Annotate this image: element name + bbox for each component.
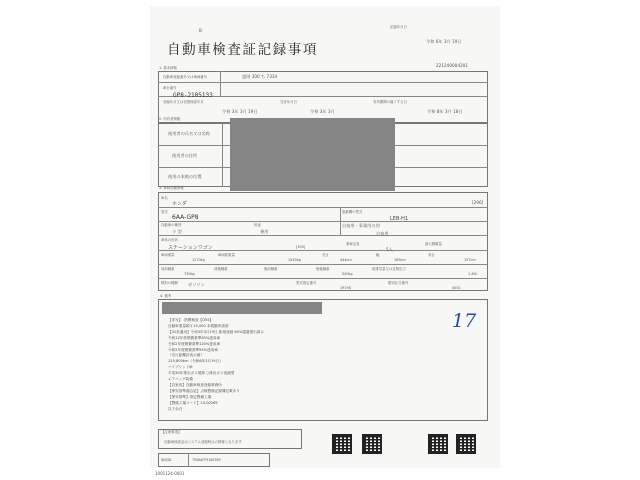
- section-basic-heading: 1. 基本情報: [159, 66, 177, 70]
- remarks-list: [168, 318, 328, 413]
- handwritten-number: 17: [452, 310, 477, 332]
- page-title: 自動車検査証記録事項: [167, 42, 318, 58]
- reg-number: 盛岡 300 ち 7334: [242, 74, 278, 79]
- chassis-label: 車台番号: [163, 86, 177, 90]
- use-label: 用途: [254, 223, 261, 227]
- maker-code: [296]: [472, 200, 484, 205]
- kind-label: 自動車の種別: [161, 223, 182, 227]
- engine: LEB-H1: [390, 216, 409, 222]
- remarks-line: 令和12年度燃費基準85%達成車: [168, 335, 221, 340]
- first-reg-label: 登録年月又は初度検査年月: [163, 100, 204, 104]
- type-number-label: 型式指定番号: [296, 281, 317, 285]
- maker: ホンダ: [172, 201, 187, 207]
- length-label: 長さ: [322, 253, 329, 257]
- notes-heading: 【注意事項】: [161, 430, 182, 434]
- reg-number-label: 自動車登録番号又は車両番号: [163, 75, 208, 79]
- front-axle: 730kg: [184, 272, 195, 276]
- form-prefix: B: [199, 28, 202, 33]
- footer-code: 1001124-0001: [155, 471, 185, 476]
- first-reg-date: 令和 3年 3月 19日: [222, 109, 258, 114]
- remarks-line: 110,800km（令和6年3月19日）: [168, 359, 223, 364]
- remarks-line: 平成30年排出ガス規制 ○排出ガス低減型: [168, 371, 235, 376]
- remarks-line: 自動車重量税￥15,000 本税額申請済: [168, 323, 229, 328]
- expiry-date: 令和 8年 3月 18日: [427, 109, 463, 114]
- issue-date: 令和 6年 3月 19日: [426, 39, 462, 44]
- maker-label: 車名: [161, 196, 168, 200]
- front-axle-label: 前前軸重: [161, 267, 175, 271]
- weight: 1270kg: [192, 258, 205, 262]
- length: 444cm: [340, 258, 352, 262]
- notes-text: 自動車検査証はシステム登録時点の情報となります: [164, 440, 242, 444]
- width-label: 幅: [376, 253, 380, 257]
- remarks-line: （走行距離計表示値）: [168, 353, 204, 358]
- displacement: 1.49L: [468, 272, 478, 276]
- section-remarks-heading: 4. 備考: [160, 294, 172, 298]
- section-vehicle-heading: 3. 車両詳細情報: [159, 186, 184, 190]
- fuel-label: 燃料の種類: [161, 281, 178, 285]
- address-label: 使用者の住所: [172, 153, 198, 158]
- remarks-line: 【保安基準適合証】点検整備記録簿記載あり: [168, 388, 240, 393]
- engine-label: 原動機の型式: [342, 210, 363, 214]
- body-label: 車体の形状: [161, 238, 178, 242]
- remarks-line: 【自家用】自動車検査登録事務所: [168, 382, 222, 387]
- model: 6AA-GP8: [172, 214, 199, 221]
- kind: 小 型: [172, 229, 182, 234]
- type-number: 19194: [340, 286, 351, 290]
- remarks-line: 令和2年度燃費基準120%達成車: [168, 341, 221, 346]
- purpose-label: 自家用・事業用の別: [342, 223, 380, 228]
- issue-date-field: 令和 3年 3月: [310, 109, 335, 114]
- certificate-sheet: [150, 6, 500, 468]
- capacity-label: 乗車定員: [346, 242, 360, 246]
- fuel: ガソリン: [188, 282, 205, 287]
- holder-label: 使用者の氏名又は名称: [168, 131, 210, 136]
- model-label: 型式: [161, 210, 168, 214]
- gross-label: 車両総重量: [218, 253, 235, 257]
- remarks-line: エアバッグ装備: [168, 377, 193, 382]
- remarks-line: 【整備工場コード】23-00265: [168, 400, 218, 405]
- remarks-line: 令和2年度燃費基準95%達成車: [168, 347, 218, 352]
- remarks-line: 以下余白: [168, 406, 183, 411]
- chassis-number: GP8-2105133: [173, 92, 213, 99]
- remarks-line: 【31条適用】令和3年3月19日 新規登録 60%超過提出済み: [168, 329, 264, 334]
- front2-axle-label: 前後軸重: [214, 267, 228, 271]
- issue-date-label: 記録年月日: [390, 25, 407, 29]
- use: 乗用: [260, 229, 269, 234]
- owner-redaction: [230, 118, 395, 191]
- class-number-label: 類別区分番号: [388, 281, 409, 285]
- rear2-axle: 540kg: [342, 272, 353, 276]
- purpose: 自家用: [376, 231, 389, 236]
- rear2-axle-label: 後後軸重: [316, 267, 330, 271]
- rear-axle-label: 後前軸重: [264, 267, 278, 271]
- class-number: 0001: [452, 286, 461, 290]
- vehicle-id: 7956AFF9165359: [192, 458, 221, 462]
- gross-weight: 1545kg: [288, 258, 301, 262]
- qr-code-4: [456, 434, 476, 454]
- body-code: [303]: [296, 245, 306, 249]
- vehicle-id-label: 車両ID: [161, 458, 172, 462]
- remarks-line: 【非写】 指標検査【D55】: [168, 318, 214, 322]
- document-number: 221240004201: [436, 63, 468, 68]
- qr-code-2: [362, 434, 382, 454]
- capacity: 5人: [386, 247, 393, 252]
- section-owner-heading: 2. 所有者情報: [159, 117, 181, 121]
- weight-label: 車両重量: [161, 253, 175, 257]
- body-shape: ステーションワゴン: [168, 245, 213, 251]
- displacement-label: 総排気量又は定格出力: [372, 267, 406, 271]
- issue-date-field-label: 交付年月日: [280, 100, 297, 104]
- base-label: 使用の本拠の位置: [168, 174, 202, 179]
- width: 169cm: [394, 258, 406, 262]
- remarks-line: ハイブリッド車: [168, 365, 193, 370]
- qr-code-1: [332, 434, 352, 454]
- remarks-redaction: [162, 302, 322, 314]
- height: 157cm: [464, 258, 476, 262]
- height-label: 高さ: [428, 253, 435, 257]
- load-label: 最大積載量: [425, 242, 442, 246]
- expiry-label: 有効期間の満了する日: [373, 100, 407, 104]
- remarks-line: 【保安基準】指定整備工場: [168, 394, 212, 399]
- qr-code-3: [428, 434, 448, 454]
